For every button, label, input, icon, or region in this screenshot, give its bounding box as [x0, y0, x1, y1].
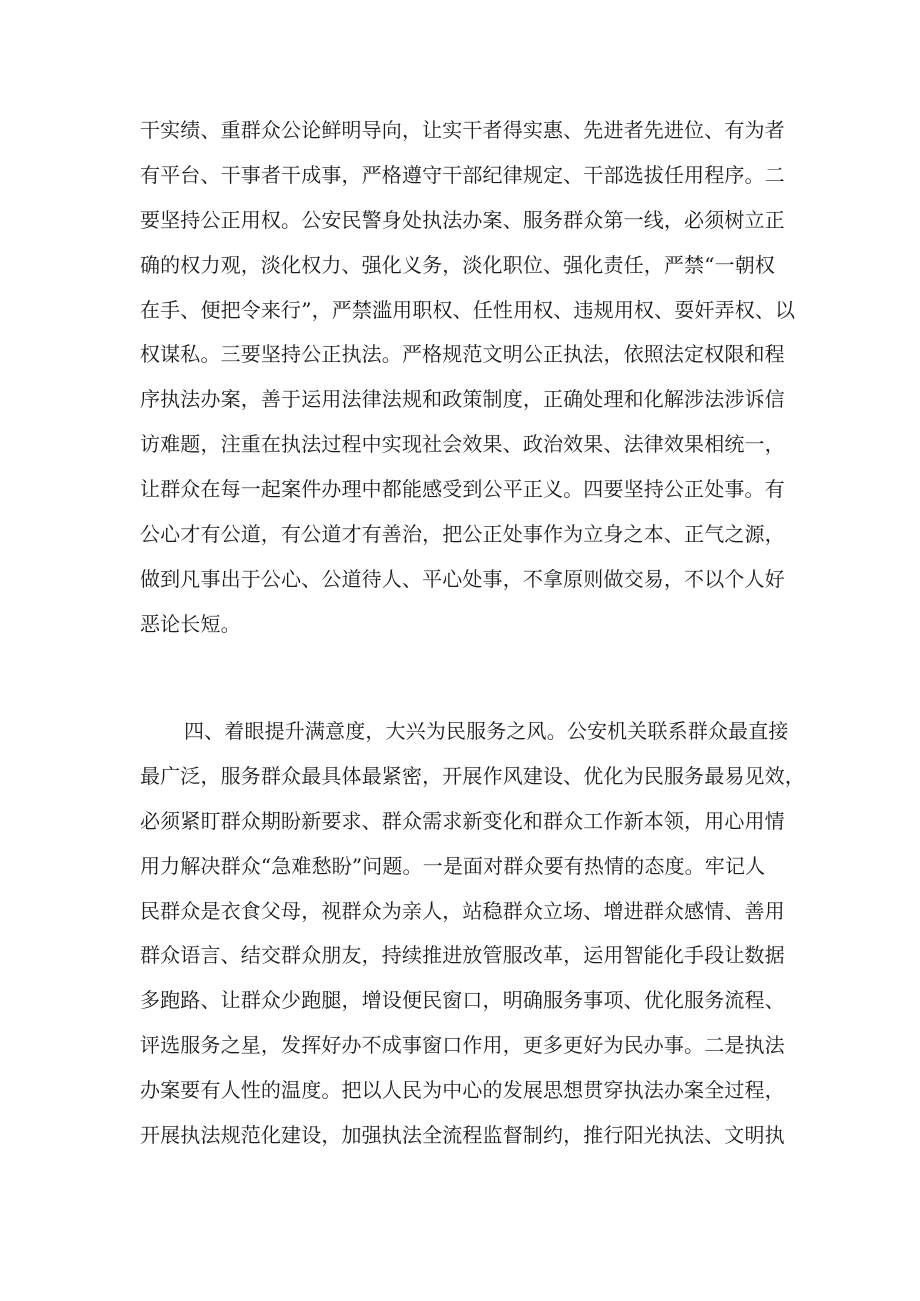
text-line: 有平台、干事者干成事，严格遵守干部纪律规定、干部选拔任用程序。二 [140, 162, 785, 187]
text-line: 多跑路、让群众少跑腿，增设便民窗口，明确服务事项、优化服务流程、 [140, 988, 785, 1013]
text-line: 恶论长短。 [140, 611, 241, 636]
text-line: 干实绩、重群众公论鲜明导向，让实干者得实惠、先进者先进位、有为者 [140, 118, 785, 142]
text-line: 让群众在每一起案件办理中都能感受到公平正义。四要坚持公正处事。有 [140, 477, 785, 502]
text-line: 要坚持公正用权。公安民警身处执法办案、服务群众第一线，必须树立正 [140, 207, 785, 232]
text-line: 序执法办案，善于运用法律法规和政策制度，正确处理和化解涉法涉诉信 [140, 387, 785, 412]
text-line: 访难题，注重在执法过程中实现社会效果、政治效果、法律效果相统一， [140, 432, 785, 457]
text-line: 做到凡事出于公心、公道待人、平心处事，不拿原则做交易，不以个人好 [140, 566, 785, 591]
paragraph-1 [140, 108, 800, 647]
text-line: 群众语言、结交群众朋友，持续推进放管服改革，运用智能化手段让数据 [140, 943, 785, 968]
text-line: 权谋私。三要坚持公正执法。严格规范文明公正执法，依照法定权限和程 [140, 342, 785, 367]
text-line: 最广泛，服务群众最具体最紧密，开展作风建设、优化为民服务最易见效， [140, 763, 805, 788]
text-line: 开展执法规范化建设，加强执法全流程监督制约，推行阳光执法、文明执 [140, 1123, 785, 1148]
text-line: 用力解决群众“急难愁盼”问题。一是面对群众要有热情的态度。牢记人 [140, 853, 766, 878]
text-line: 必须紧盯群众期盼新要求、群众需求新变化和群众工作新本领，用心用情 [140, 808, 785, 833]
text-line: 评选服务之星，发挥好办不成事窗口作用，更多更好为民办事。二是执法 [140, 1033, 785, 1058]
text-line: 办案要有人性的温度。把以人民为中心的发展思想贯穿执法办案全过程， [140, 1078, 785, 1103]
paragraph-2 [140, 709, 805, 1158]
text-line: 公心才有公道，有公道才有善治，把公正处事作为立身之本、正气之源， [140, 522, 785, 547]
text-line: 民群众是衣食父母，视群众为亲人，站稳群众立场、增进群众感情、善用 [140, 898, 785, 923]
text-line: 在手、便把令来行”，严禁滥用职权、任性用权、违规用权、耍奸弄权、以 [140, 297, 796, 322]
text-line: 四、着眼提升满意度，大兴为民服务之风。公安机关联系群众最直接 [184, 719, 789, 743]
text-line: 确的权力观，淡化权力、强化义务，淡化职位、强化责任，严禁“一朝权 [140, 252, 776, 277]
